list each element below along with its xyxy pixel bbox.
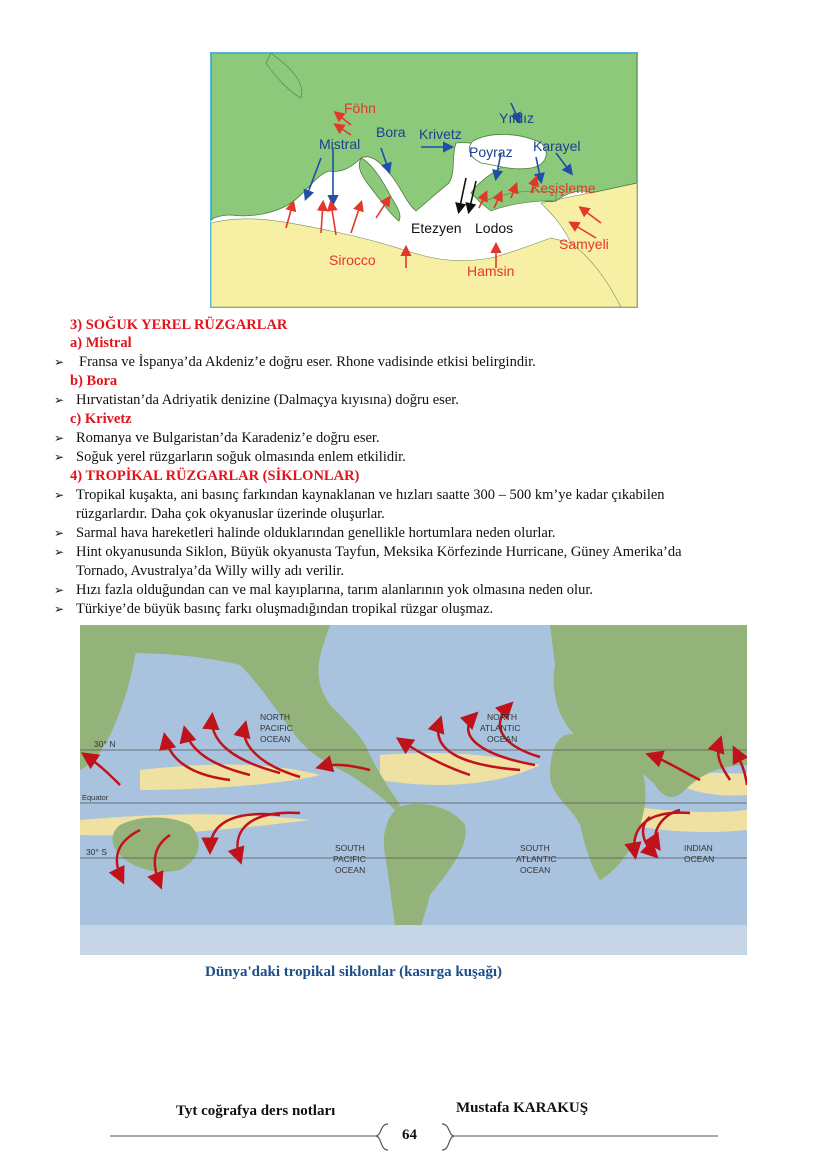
label-south-pacific-3: OCEAN — [335, 865, 366, 875]
label-kesisleme: Keşişleme — [531, 180, 596, 196]
bullet-text: Romanya ve Bulgaristan’da Karadeniz’e doğru eser. — [76, 430, 380, 446]
section3-title: 3) SOĞUK YEREL RÜZGARLAR — [70, 317, 288, 333]
label-30s: 30° S — [86, 847, 107, 857]
label-north-atlantic-1: NORTH — [487, 712, 518, 722]
figure-caption: Dünya'daki tropikal siklonlar (kasırga kuşağı) — [205, 964, 503, 980]
bullet-arrow-icon: ➢ — [54, 488, 65, 502]
label-north-atlantic-2: ATLANTIC — [480, 723, 521, 733]
label-south-atlantic-3: OCEAN — [520, 865, 551, 875]
label-north-pacific-2: PACIFIC — [260, 723, 293, 733]
bullet-arrow-icon: ➢ — [54, 355, 65, 369]
label-north-atlantic-3: OCEAN — [487, 734, 518, 744]
bullet-arrow-icon: ➢ — [54, 526, 65, 540]
section3-b-label: b) Bora — [70, 373, 118, 389]
label-equator: Equator — [82, 793, 109, 802]
bullet-text: Hızı fazla olduğundan can ve mal kayıplarına, tarım alanlarının yok olmasına neden olur. — [76, 582, 593, 598]
label-sirocco: Sirocco — [329, 252, 376, 268]
section3-c-label: c) Krivetz — [70, 411, 132, 427]
label-fohn: Föhn — [344, 100, 376, 116]
bullet-text-continued: Tornado, Avustralya’da Willy willy adı verilir. — [76, 563, 345, 579]
label-30n: 30° N — [94, 739, 116, 749]
bullet-arrow-icon: ➢ — [54, 602, 65, 616]
section3-a-label: a) Mistral — [70, 335, 132, 351]
label-mistral: Mistral — [319, 136, 361, 152]
label-krivetz: Krivetz — [419, 126, 462, 142]
antarctica-strip — [80, 925, 747, 955]
bullet-text: Soğuk yerel rüzgarların soğuk olmasında enlem etkilidir. — [76, 449, 406, 465]
bullet-text: Hırvatistan’da Adriyatik denizine (Dalmaçya kıyısına) doğru eser. — [76, 392, 459, 408]
bullet-arrow-icon: ➢ — [54, 431, 65, 445]
label-north-pacific-3: OCEAN — [260, 734, 291, 744]
bullet-arrow-icon: ➢ — [54, 450, 65, 464]
bullet-arrow-icon: ➢ — [54, 583, 65, 597]
bullet-text-continued: rüzgarlardır. Daha çok okyanuslar üzerinde oluşurlar. — [76, 506, 385, 522]
label-samyeli: Samyeli — [559, 236, 609, 252]
label-bora: Bora — [376, 124, 406, 140]
label-south-pacific-2: PACIFIC — [333, 854, 366, 864]
bullet-text: Türkiye’de büyük basınç farkı oluşmadığından tropikal rüzgar oluşmaz. — [76, 601, 494, 617]
local-winds-map — [210, 52, 638, 308]
section4-title: 4) TROPİKAL RÜZGARLAR (SİKLONLAR) — [70, 468, 360, 484]
bullet-text: Tropikal kuşakta, ani basınç farkından kaynaklanan ve hızları saatte 300 – 500 km’ye kadar çıkabilen — [76, 487, 665, 503]
label-indian-2: OCEAN — [684, 854, 715, 864]
bullet-arrow-icon: ➢ — [54, 545, 65, 559]
footer-author: Mustafa KARAKUŞ — [456, 1100, 589, 1116]
footer-course-title: Tyt coğrafya ders notları — [176, 1103, 336, 1119]
page-number: 64 — [402, 1127, 417, 1143]
label-karayel: Karayel — [533, 138, 581, 154]
label-north-pacific-1: NORTH — [260, 712, 291, 722]
label-hamsin: Hamsin — [467, 263, 515, 279]
bullet-text: Fransa ve İspanya’da Akdeniz’e doğru eser. Rhone vadisinde etkisi belirgindir. — [79, 354, 536, 370]
label-indian-1: INDIAN — [684, 843, 713, 853]
label-south-atlantic-2: ATLANTIC — [516, 854, 557, 864]
bullet-arrow-icon: ➢ — [54, 393, 65, 407]
bullet-text: Sarmal hava hareketleri halinde olduklarından genellikle hortumlara neden olurlar. — [76, 525, 556, 541]
label-lodos: Lodos — [475, 220, 514, 236]
label-south-atlantic-1: SOUTH — [520, 843, 550, 853]
label-south-pacific-1: SOUTH — [335, 843, 365, 853]
label-etezyen: Etezyen — [411, 220, 462, 236]
bullet-text: Hint okyanusunda Siklon, Büyük okyanusta Tayfun, Meksika Körfezinde Hurricane, Güney Amerika’da — [76, 544, 682, 560]
tropical-cyclone-map — [80, 625, 747, 955]
label-poyraz: Poyraz — [469, 144, 513, 160]
label-yildiz: Yıldız — [499, 110, 535, 126]
